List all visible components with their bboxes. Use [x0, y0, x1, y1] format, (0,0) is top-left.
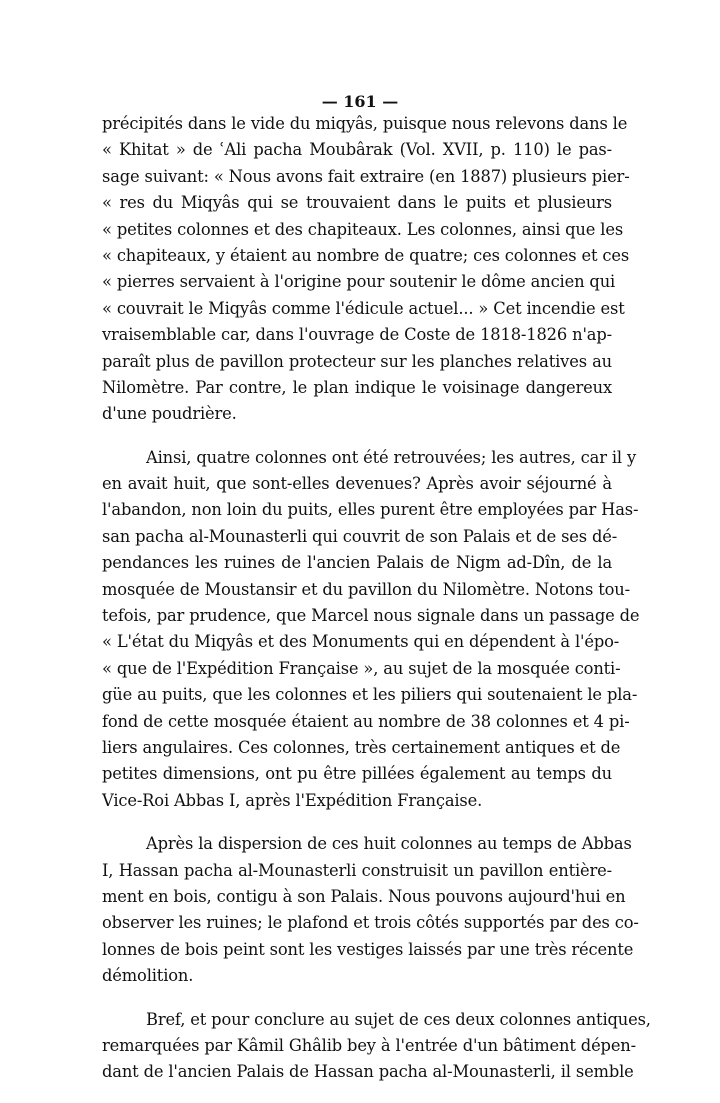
text-line: pendances les ruines de l'ancien Palais de Nigm ad-Dîn, de la	[102, 553, 612, 573]
text-line: « petites colonnes et des chapiteaux. Les colonnes, ainsi que les	[102, 219, 624, 239]
text-line: Bref, et pour conclure au sujet de ces deux colonnes antiques,	[146, 1009, 651, 1029]
text-line: lonnes de bois peint sont les vestiges laissés par une très récente	[102, 939, 634, 959]
text-line: remarquées par Kâmil Ghâlib bey à l'entrée d'un bâtiment dépen-	[102, 1035, 636, 1055]
body-text	[102, 111, 651, 1103]
text-line: observer les ruines; le plafond et trois côtés supportés par des co-	[102, 913, 639, 933]
text-line: güe au puits, que les colonnes et les piliers qui soutenaient le pla-	[102, 685, 638, 705]
paragraph	[102, 445, 640, 814]
text-line: san pacha al-Mounasterli qui couvrit de son Palais et de ses dé-	[102, 526, 618, 546]
text-line: « que de l'Expédition Française », au sujet de la mosquée conti-	[102, 658, 621, 678]
text-line: paraît plus de pavillon protecteur sur les planches relatives au	[102, 351, 612, 371]
text-line: Après la dispersion de ces huit colonnes au temps de Abbas	[146, 834, 632, 854]
text-line: « L'état du Miqyâs et des Monuments qui en dépendent à l'épo-	[102, 632, 620, 652]
text-line: petites dimensions, ont pu être pillées également au temps du	[102, 764, 612, 784]
text-line: « chapiteaux, y étaient au nombre de quatre; ces colonnes et ces	[102, 245, 630, 265]
text-line: d'une poudrière.	[102, 404, 237, 424]
text-line: en avait huit, que sont-elles devenues? Après avoir séjourné à	[102, 474, 612, 494]
text-line: précipités dans le vide du miqyâs, puisque nous relevons dans le	[102, 114, 628, 133]
text-line: « res du Miqyâs qui se trouvaient dans le puits et plusieurs	[102, 193, 612, 213]
text-line: Ainsi, quatre colonnes ont été retrouvées; les autres, car il y	[146, 447, 637, 467]
text-line: sage suivant: « Nous avons fait extraire (en 1887) plusieurs pier-	[102, 166, 630, 186]
paragraph	[102, 1007, 651, 1086]
text-line: Nilomètre. Par contre, le plan indique le voisinage dangereux	[102, 377, 612, 397]
paragraph	[102, 831, 639, 989]
text-line: vraisemblable car, dans l'ouvrage de Coste de 1818-1826 n'ap-	[102, 325, 612, 345]
text-line: « Khitat » de ʿAli pacha Moubârak (Vol. XVII, p. 110) le pas-	[102, 140, 612, 160]
text-line: mosquée de Moustansir et du pavillon du Nilomètre. Notons tou-	[102, 579, 630, 599]
text-line: fond de cette mosquée étaient au nombre de 38 colonnes et 4 pi-	[102, 711, 630, 731]
text-line: « pierres servaient à l'origine pour soutenir le dôme ancien qui	[102, 272, 616, 292]
text-line: « couvrait le Miqyâs comme l'édicule actuel... » Cet incendie est	[102, 298, 625, 318]
text-line: démolition.	[102, 966, 194, 986]
text-line: Vice-Roi Abbas I, après l'Expédition Française.	[102, 790, 483, 810]
text-line: I, Hassan pacha al-Mounasterli construisit un pavillon entière-	[102, 860, 612, 880]
text-line: tefois, par prudence, que Marcel nous signale dans un passage de	[102, 606, 640, 626]
text-line: dant de l'ancien Palais de Hassan pacha al-Mounasterli, il semble	[102, 1062, 634, 1082]
text-line: liers angulaires. Ces colonnes, très certainement antiques et de	[102, 737, 621, 757]
text-line: ment en bois, contigu à son Palais. Nous pouvons aujourd'hui en	[102, 886, 626, 906]
text-line: l'abandon, non loin du puits, elles purent être employées par Has-	[102, 500, 639, 520]
paragraph	[102, 111, 630, 428]
page-number: — 161 —	[321, 92, 399, 111]
